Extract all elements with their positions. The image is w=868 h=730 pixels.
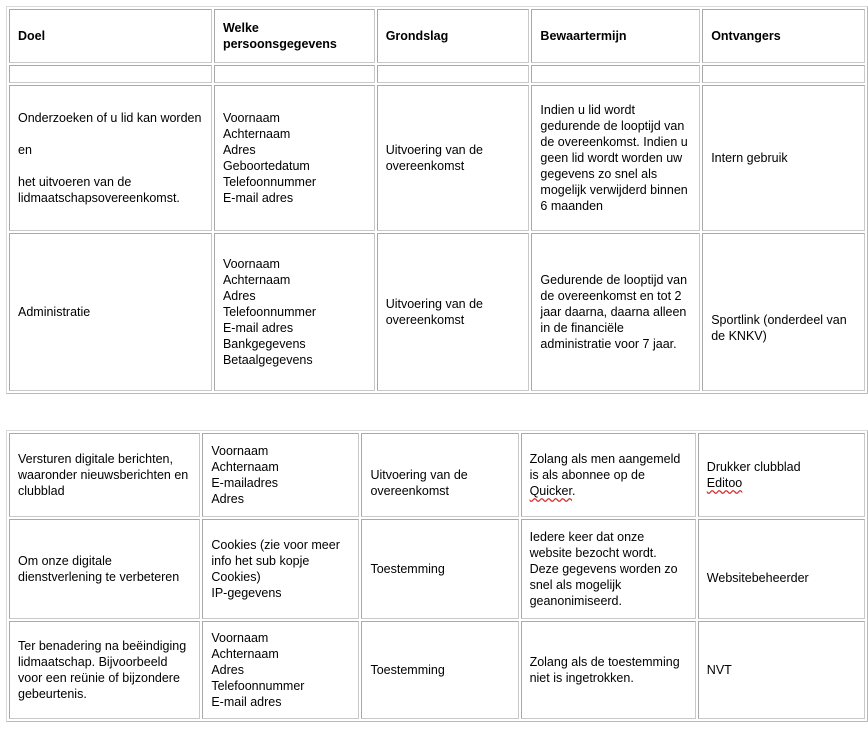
header-grondslag: Grondslag: [377, 9, 530, 63]
header-row: [9, 9, 865, 63]
cell-doel: Onderzoeken of u lid kan worden en het uitvoeren van de lidmaatschapsovereenkomst.: [9, 85, 212, 231]
cell-gegevens: Voornaam Achternaam E-mailadres Adres: [202, 433, 359, 517]
table-row: [9, 433, 865, 517]
cell-doel: Om onze digitale dienstverlening te verbeteren: [9, 519, 200, 619]
privacy-table-1: [6, 6, 868, 394]
empty-cell: [702, 65, 865, 83]
empty-cell: [531, 65, 700, 83]
cell-bewaartermijn: Zolang als de toestemming niet is ingetrokken.: [521, 621, 696, 719]
cell-bewaartermijn: Indien u lid wordt gedurende de looptijd van de overeenkomst. Indien u geen lid wordt worden uw gegevens zo snel als mogelijk verwijderd binnen 6 maanden: [531, 85, 700, 231]
cell-doel: Versturen digitale berichten, waaronder nieuwsberichten en clubblad: [9, 433, 200, 517]
table-row: [9, 233, 865, 391]
cell-doel: Administratie: [9, 233, 212, 391]
bewaartermijn-text: Zolang als men aangemeld is als abonnee op de: [529, 452, 681, 482]
spellcheck-word: Quicker: [529, 484, 572, 498]
cell-ontvangers: Websitebeheerder: [698, 519, 865, 619]
cell-ontvangers: [698, 433, 865, 517]
header-ontvangers: Ontvangers: [702, 9, 865, 63]
cell-bewaartermijn: [521, 433, 696, 517]
spellcheck-word: Editoo: [706, 476, 743, 490]
empty-cell: [214, 65, 375, 83]
cell-doel: Ter benadering na beëindiging lidmaatschap. Bijvoorbeeld voor een reünie of bijzondere gebeurtenis.: [9, 621, 200, 719]
cell-grondslag: Uitvoering van de overeenkomst: [361, 433, 518, 517]
privacy-table-2: [6, 430, 868, 722]
cell-bewaartermijn: Iedere keer dat onze website bezocht wordt. Deze gegevens worden zo snel als mogelijk geanonimiseerd.: [521, 519, 696, 619]
header-doel: Doel: [9, 9, 212, 63]
cell-gegevens: Cookies (zie voor meer info het sub kopje Cookies) IP-gegevens: [202, 519, 359, 619]
empty-row: [9, 65, 865, 83]
empty-cell: [9, 65, 212, 83]
cell-gegevens: Voornaam Achternaam Adres Geboortedatum Telefoonnummer E-mail adres: [214, 85, 375, 231]
cell-grondslag: Uitvoering van de overeenkomst: [377, 233, 530, 391]
empty-cell: [377, 65, 530, 83]
table-row: [9, 519, 865, 619]
cell-gegevens: Voornaam Achternaam Adres Telefoonnummer E-mail adres Bankgegevens Betaalgegevens: [214, 233, 375, 391]
cell-ontvangers: Sportlink (onderdeel van de KNKV): [702, 233, 865, 391]
header-bewaartermijn: Bewaartermijn: [531, 9, 700, 63]
cell-gegevens: Voornaam Achternaam Adres Telefoonnummer E-mail adres: [202, 621, 359, 719]
bewaartermijn-end: .: [571, 484, 576, 498]
cell-grondslag: Uitvoering van de overeenkomst: [377, 85, 530, 231]
cell-grondslag: Toestemming: [361, 519, 518, 619]
cell-bewaartermijn: Gedurende de looptijd van de overeenkomst en tot 2 jaar daarna, daarna alleen in de financiële administratie voor 7 jaar.: [531, 233, 700, 391]
cell-ontvangers: NVT: [698, 621, 865, 719]
cell-ontvangers: Intern gebruik: [702, 85, 865, 231]
header-persoonsgegevens: Welke persoonsgegevens: [214, 9, 375, 63]
cell-grondslag: Toestemming: [361, 621, 518, 719]
ontvangers-text: Drukker clubblad: [706, 460, 801, 474]
table-row: [9, 621, 865, 719]
table-row: [9, 85, 865, 231]
